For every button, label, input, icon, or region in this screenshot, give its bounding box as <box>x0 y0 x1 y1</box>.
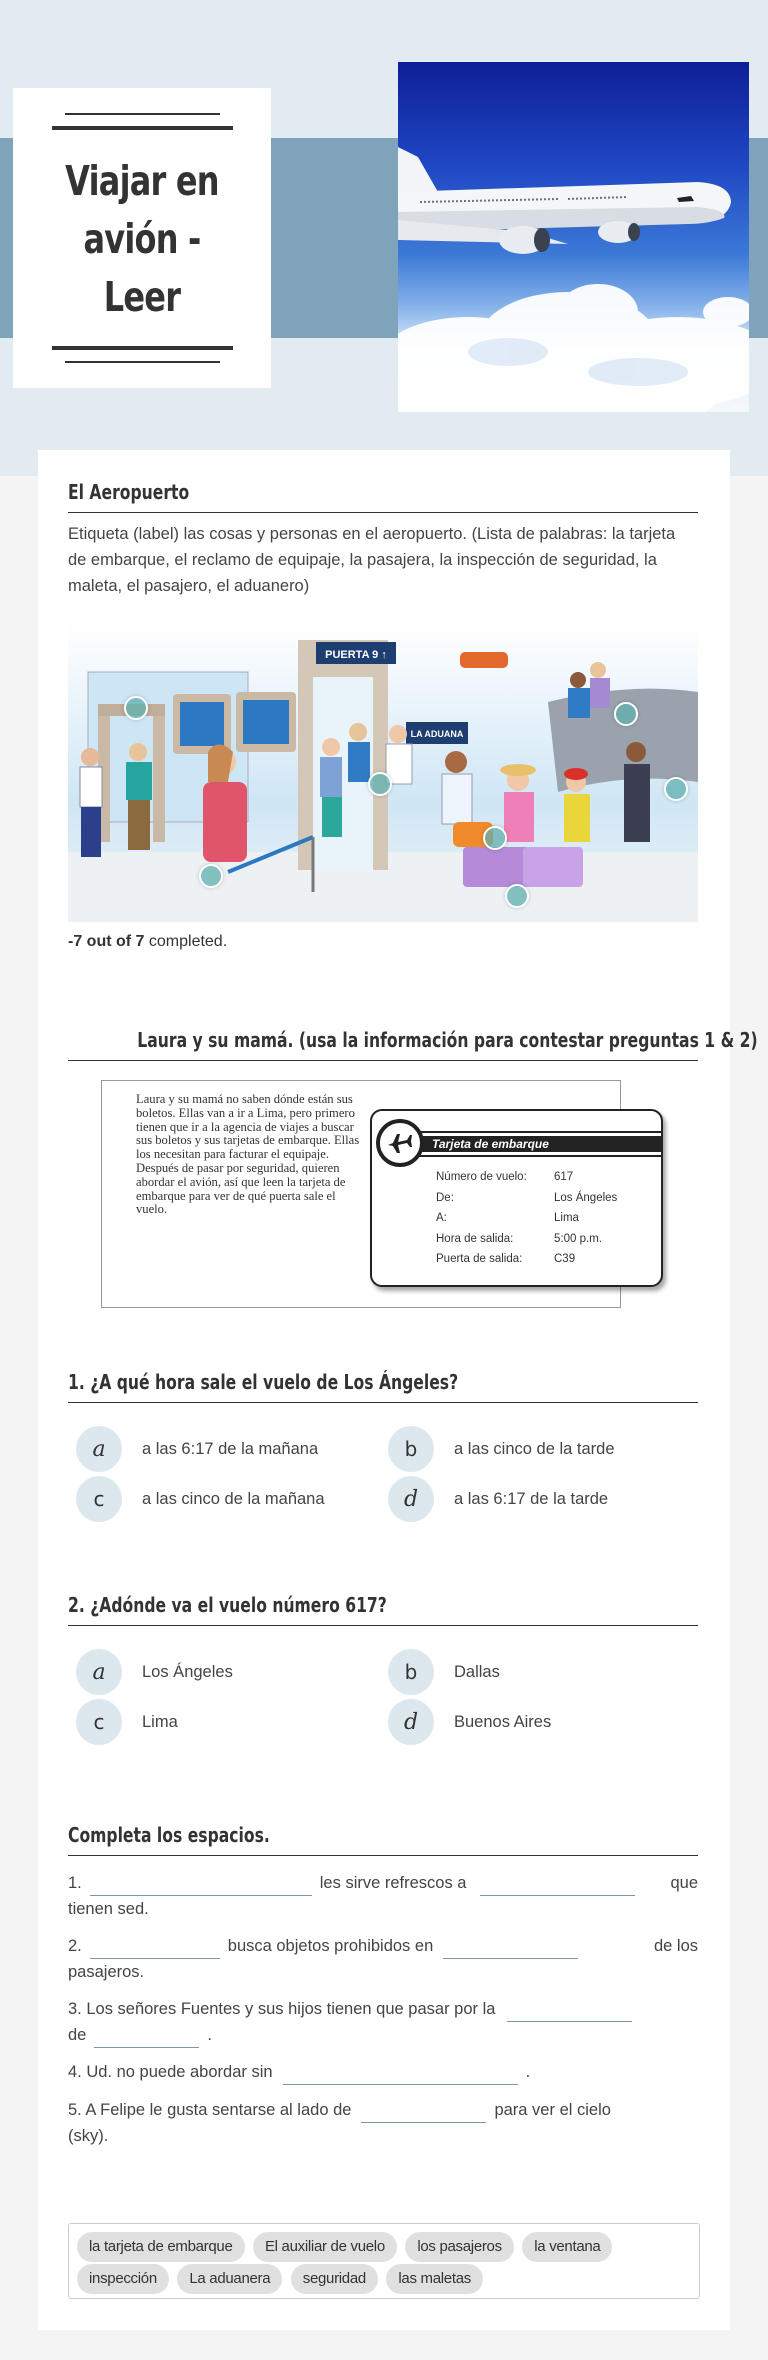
option-label: Los Ángeles <box>142 1662 233 1681</box>
airport-scene-image <box>68 622 698 922</box>
item-text: tienen sed. <box>68 1900 149 1918</box>
boarding-pass-row <box>436 1167 617 1188</box>
instructions-text: Etiqueta (label) las cosas y personas en el aeropuerto. (Lista de palabras: la tarjeta de embarque, el reclamo de equipaje, la pasajera, la inspección de seguridad, la maleta, el pasajero, el aduanero) <box>68 525 676 595</box>
word-bank <box>68 2223 700 2299</box>
word-chip[interactable]: inspección <box>77 2264 169 2294</box>
bp-value: 5:00 p.m. <box>554 1232 602 1245</box>
reading-passage: Laura y su mamá no saben dónde están sus boletos. Ellas van a ir a Lima, pero primero tienen que ir a la agencia de viajes a buscar sus boletos y sus tarjetas de embarque. Ellas los necesitan para facturar el equipaje. Después de pasar por seguridad, quieren abordar el avión, así que leen la tarjeta de embarque para ver de qué puerta sale el vuelo. <box>136 1092 360 1217</box>
section-fill-blanks <box>68 1823 698 1856</box>
divider <box>68 1625 698 1626</box>
fill-item-1 <box>68 1870 698 1922</box>
label-hotspot[interactable] <box>505 884 529 908</box>
option-b[interactable] <box>388 1426 615 1472</box>
item-number: 1. <box>68 1874 82 1892</box>
bp-value: C39 <box>554 1253 576 1265</box>
section-title: Laura y su mamá. (usa la información para contestar preguntas 1 & 2) <box>137 1028 758 1052</box>
section-reading <box>68 1028 758 1061</box>
bp-key: Número de vuelo: <box>436 1171 527 1183</box>
boarding-pass-band <box>412 1131 661 1157</box>
fill-item-2 <box>68 1933 698 1985</box>
blank-drop-zone[interactable] <box>283 2063 518 2085</box>
option-label: Lima <box>142 1712 178 1731</box>
bp-value: Los Ángeles <box>554 1191 618 1204</box>
divider <box>68 1855 698 1856</box>
option-letter: c <box>76 1476 122 1522</box>
option-label: a las cinco de la tarde <box>454 1439 615 1458</box>
label-hotspot[interactable] <box>124 696 148 720</box>
header-banner <box>0 0 768 476</box>
item-text: para ver el cielo <box>494 2101 611 2119</box>
option-label: Dallas <box>454 1662 500 1681</box>
completion-suffix: completed. <box>144 933 228 950</box>
svg-text:LA ADUANA: LA ADUANA <box>410 729 464 739</box>
item-text: 3. Los señores Fuentes y sus hijos tienen que pasar por la <box>68 2000 496 2018</box>
label-hotspot[interactable] <box>483 826 507 850</box>
option-d[interactable] <box>388 1476 608 1522</box>
item-text: de <box>68 2026 87 2044</box>
label-hotspot[interactable] <box>614 702 638 726</box>
word-chip[interactable]: las maletas <box>386 2264 483 2294</box>
title-card <box>13 88 271 388</box>
question-2 <box>68 1593 698 1626</box>
option-label: a las 6:17 de la tarde <box>454 1489 609 1508</box>
fill-item-4 <box>68 2059 698 2085</box>
option-b[interactable] <box>388 1649 500 1695</box>
divider <box>68 512 698 513</box>
completion-count: -7 out of 7 <box>68 933 145 950</box>
divider <box>68 1402 698 1403</box>
boarding-pass-row <box>436 1229 617 1250</box>
option-c[interactable] <box>76 1699 178 1745</box>
section-airport <box>68 480 698 599</box>
page-title <box>13 152 270 326</box>
word-chip[interactable]: seguridad <box>291 2264 378 2294</box>
title-rule <box>52 346 233 350</box>
blank-drop-zone[interactable] <box>443 1937 578 1959</box>
item-text: (sky). <box>68 2127 109 2145</box>
blank-drop-zone[interactable] <box>361 2101 486 2123</box>
blank-drop-zone[interactable] <box>90 1874 312 1896</box>
title-line-1: Viajar en avión - <box>65 157 219 263</box>
option-letter: a <box>76 1426 122 1472</box>
bp-key: Puerta de salida: <box>436 1253 523 1265</box>
bp-value: Lima <box>554 1212 579 1224</box>
section-title: El Aeropuerto <box>68 480 190 504</box>
blank-drop-zone[interactable] <box>507 2000 632 2022</box>
blank-drop-zone[interactable] <box>480 1874 635 1896</box>
bp-key: De: <box>436 1191 454 1204</box>
label-hotspot[interactable] <box>664 777 688 801</box>
reading-image <box>101 1080 621 1308</box>
option-label: a las cinco de la mañana <box>142 1489 325 1508</box>
title-line-2: Leer <box>103 273 181 321</box>
option-letter: d <box>388 1476 434 1522</box>
word-chip[interactable]: La aduanera <box>177 2264 282 2294</box>
option-label: Buenos Aires <box>454 1712 552 1731</box>
question-title: 1. ¿A qué hora sale el vuelo de Los Ángeles? <box>68 1370 459 1394</box>
fill-item-3 <box>68 1996 698 2048</box>
airplane-icon <box>398 62 749 412</box>
question-1 <box>68 1370 698 1403</box>
word-chip[interactable]: los pasajeros <box>405 2232 513 2262</box>
item-text: . <box>525 2063 531 2081</box>
item-text: les sirve refrescos a <box>319 1874 467 1892</box>
item-number: 2. <box>68 1937 82 1955</box>
title-rule <box>52 126 233 130</box>
svg-text:PUERTA 9 ↑: PUERTA 9 ↑ <box>325 649 387 661</box>
worksheet-card <box>38 450 758 2330</box>
airplane-photo <box>398 62 749 412</box>
option-letter: c <box>76 1699 122 1745</box>
airplane-icon <box>376 1119 424 1167</box>
word-chip[interactable]: la tarjeta de embarque <box>77 2232 245 2262</box>
item-text: 5. A Felipe le gusta sentarse al lado de <box>68 2101 352 2119</box>
boarding-pass-row <box>436 1249 617 1270</box>
section-title: Completa los espacios. <box>68 1823 270 1847</box>
item-text: . <box>207 2026 212 2044</box>
option-letter: d <box>388 1699 434 1745</box>
option-letter: b <box>388 1649 434 1695</box>
item-text: de los <box>653 1937 698 1955</box>
boarding-pass <box>370 1109 663 1287</box>
fill-item-5 <box>68 2097 698 2149</box>
divider <box>68 1060 698 1061</box>
boarding-pass-row <box>436 1208 617 1229</box>
question-title: 2. ¿Adónde va el vuelo número 617? <box>68 1593 387 1617</box>
boarding-pass-heading: Tarjeta de embarque <box>412 1136 661 1152</box>
completion-status <box>68 933 227 951</box>
label-hotspot[interactable] <box>368 772 392 796</box>
option-a[interactable] <box>76 1649 233 1695</box>
word-chip[interactable]: la ventana <box>522 2232 612 2262</box>
item-text: busca objetos prohibidos en <box>227 1937 434 1955</box>
title-rule <box>65 361 220 363</box>
option-letter: b <box>388 1426 434 1472</box>
item-text: que <box>670 1874 698 1892</box>
bp-value: 617 <box>554 1171 574 1183</box>
blank-drop-zone[interactable] <box>94 2026 199 2048</box>
boarding-pass-details <box>436 1167 617 1270</box>
option-d[interactable] <box>388 1699 551 1745</box>
item-text: 4. Ud. no puede abordar sin <box>68 2063 273 2081</box>
blank-drop-zone[interactable] <box>90 1937 220 1959</box>
bp-key: A: <box>436 1212 447 1224</box>
option-label: a las 6:17 de la mañana <box>142 1439 319 1458</box>
option-letter: a <box>76 1649 122 1695</box>
option-a[interactable] <box>76 1426 318 1472</box>
option-c[interactable] <box>76 1476 325 1522</box>
label-hotspot[interactable] <box>199 864 223 888</box>
bp-key: Hora de salida: <box>436 1232 514 1245</box>
item-text: pasajeros. <box>68 1963 145 1981</box>
word-chip[interactable]: El auxiliar de vuelo <box>253 2232 397 2262</box>
boarding-pass-row <box>436 1188 617 1209</box>
title-rule <box>65 113 220 115</box>
